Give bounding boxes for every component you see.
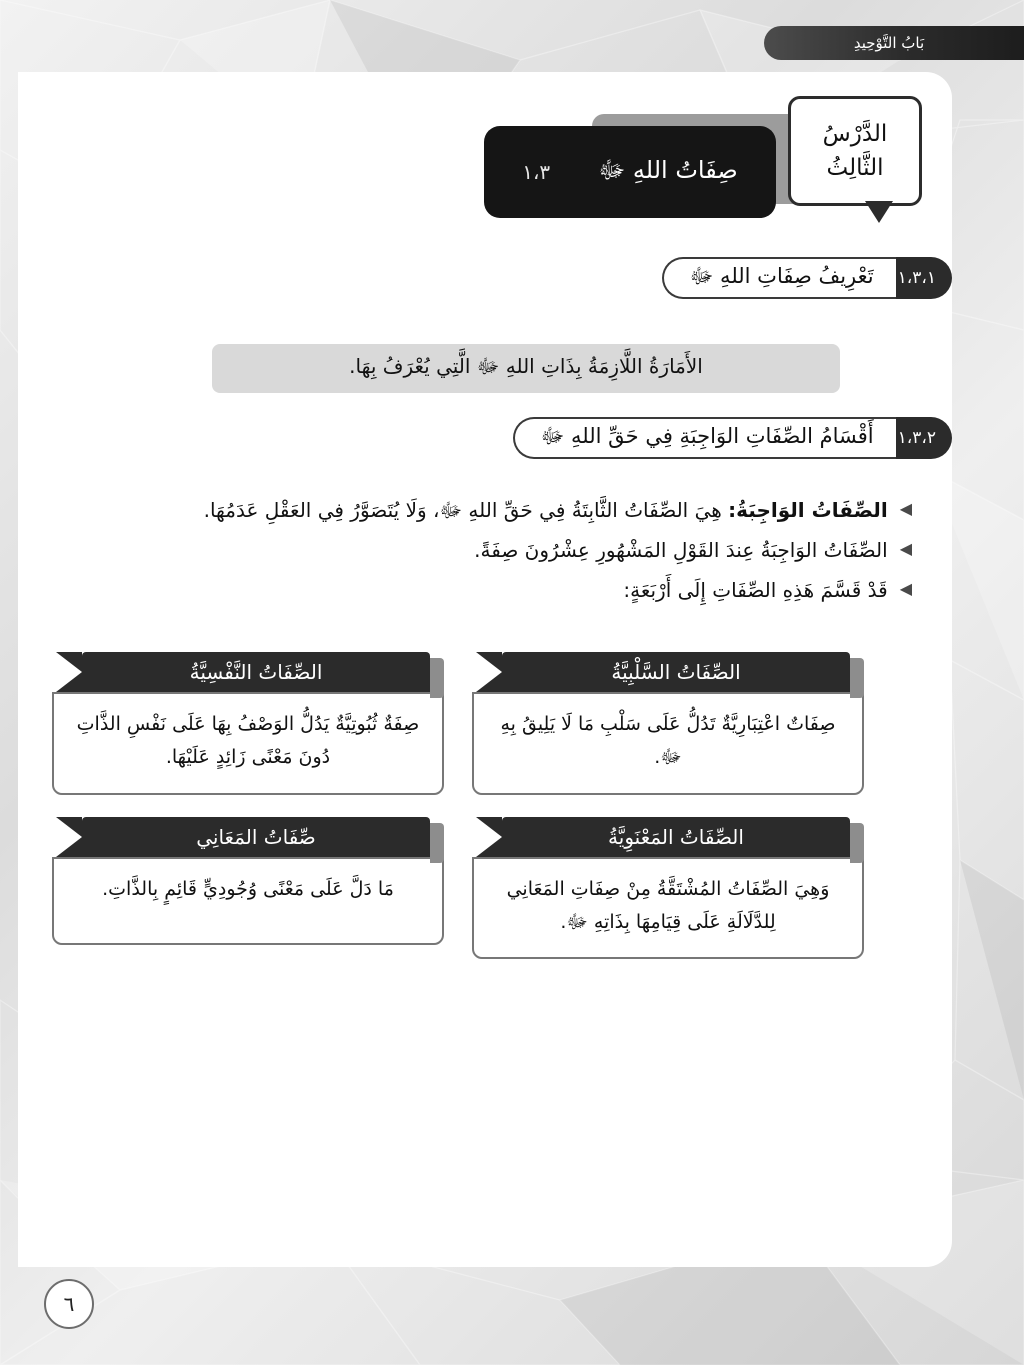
bullet-3-text: قَدْ قَسَّمَ هَذِهِ الصِّفَاتِ إِلَى أَرْبَعَةٍ:	[623, 578, 888, 602]
lesson-badge-tail-icon	[865, 201, 893, 223]
lesson-title-bar	[484, 126, 776, 218]
card-3-body: مَا دَلَّ عَلَى مَعْنًى وُجُودِيٍّ قَائِمٍ بِالذَّاتِ.	[52, 857, 444, 945]
bullet-list	[50, 494, 912, 614]
card-1-title: الصِّفَاتُ النَّفْسِيَّةُ	[82, 652, 430, 692]
bullet-1-rest: هِيَ الصِّفَاتُ الثَّابِتَةُ فِي حَقِّ اللهِ ﷻ، وَلَا يُتَصَوَّرُ فِي العَقْلِ عَدَمُهَا.	[203, 498, 729, 522]
triangle-bullet-icon: ◀	[899, 539, 912, 558]
card-4-body: وَهِيَ الصِّفَاتُ المُشْتَقَّةُ مِنْ صِفَاتِ المَعَانِي لِلدَّلَالَةِ عَلَى قِيَامِهَا بِذَاتِهِ ﷻ.	[472, 857, 864, 960]
section-2-title: أَقْسَامُ الصِّفَاتِ الوَاجِبَةِ فِي حَقِّ اللهِ ﷻ	[513, 417, 896, 459]
triangle-bullet-icon: ◀	[899, 579, 912, 598]
bullet-1-lead: الصِّفَاتُ الوَاجِبَةُ:	[728, 498, 888, 522]
list-item	[50, 574, 912, 606]
page-sheet	[18, 72, 952, 1267]
section-1-number: ١،٣،١	[882, 257, 952, 299]
lesson-badge-line2: الثَّالِثُ	[826, 155, 884, 181]
card-sifat-manawiyya	[472, 817, 864, 960]
lesson-badge	[788, 96, 922, 206]
section-pill-1	[662, 257, 952, 299]
definition-box: الأَمَارَةُ اللَّازِمَةُ بِذَاتِ اللهِ ﷻ الَّتِي يُعْرَفُ بِهَا.	[212, 344, 840, 393]
card-row-1	[52, 652, 864, 795]
triangle-bullet-icon: ◀	[899, 499, 912, 518]
list-item	[50, 534, 912, 566]
card-2-title: الصِّفَاتُ السَّلْبِيَّةُ	[502, 652, 850, 692]
card-4-title: الصِّفَاتُ المَعْنَوِيَّةُ	[502, 817, 850, 857]
section-2-number: ١،٣،٢	[882, 417, 952, 459]
section-pill-2	[513, 417, 952, 459]
running-header-title: بَابُ التَّوْحِيدِ	[764, 26, 1024, 60]
lesson-header	[42, 96, 922, 246]
lesson-badge-line1: الدَّرْسُ	[822, 120, 888, 147]
card-sifat-maani	[52, 817, 444, 960]
page-number: ٦	[44, 1279, 94, 1329]
bullet-2-text: الصِّفَاتُ الوَاجِبَةُ عِندَ القَوْلِ المَشْهُورِ عِشْرُونَ صِفَةً.	[474, 538, 888, 562]
card-sifat-nafsiyya	[52, 652, 444, 795]
card-sifat-salbiyya	[472, 652, 864, 795]
running-header	[0, 26, 1024, 60]
section-1-title: تَعْرِيفُ صِفَاتِ اللهِ ﷻ	[662, 257, 896, 299]
card-1-body: صِفَةٌ ثُبُوتِيَّةٌ يَدُلُّ الوَصْفُ بِهَا عَلَى نَفْسِ الذَّاتِ دُونَ مَعْنًى زَائِدٍ عَلَيْهَا.	[52, 692, 444, 795]
list-item	[50, 494, 912, 526]
lesson-number: ١،٣	[522, 160, 551, 184]
category-cards	[52, 652, 864, 981]
lesson-title-text: صِفَاتُ اللهِ ﷻ	[598, 155, 738, 184]
card-2-body: صِفَاتٌ اعْتِبَارِيَّةٌ تَدُلُّ عَلَى سَلْبِ مَا لَا يَلِيقُ بِهِ ﷻ.	[472, 692, 864, 795]
card-3-title: صِّفَاتُ المَعَانِي	[82, 817, 430, 857]
card-row-2	[52, 817, 864, 960]
